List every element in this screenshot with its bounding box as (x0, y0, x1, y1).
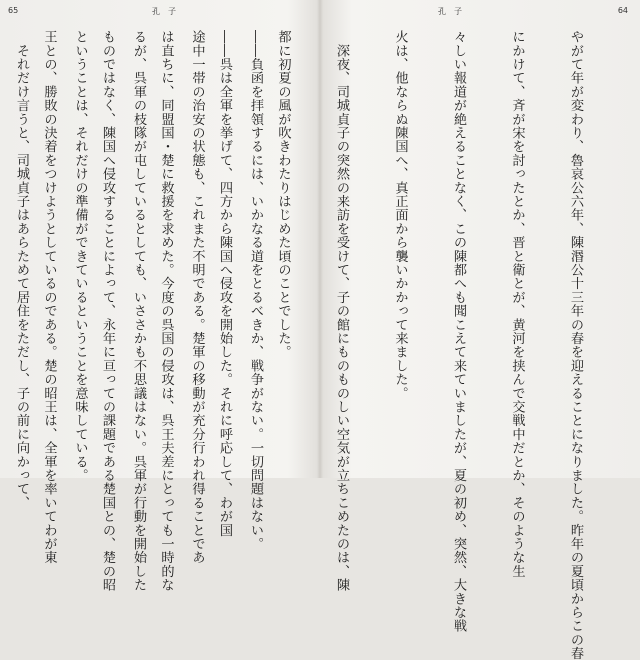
running-title: 孔 子 (152, 7, 176, 16)
page-number: 65 (8, 6, 19, 15)
page-number: 64 (617, 6, 628, 15)
text-line: やがて年が変わり、魯哀公六年、陳湣公十三年の春を迎えることになりました。昨年の夏頃からこの春 (568, 30, 583, 660)
text-line: 途中一帯の治安の状態も、これまた不明である。楚軍の移動が充分行われ得ることであ (189, 30, 205, 565)
running-title: 孔 子 (438, 7, 462, 16)
text-line: 王との、勝敗の決着をつけようとしているのである。楚の昭王は、全軍を率いてわが東 (41, 30, 57, 565)
text-line: ――負函を拝領するには、いかなる道をとるべきか、戦争がない。一切問題はない。 (248, 30, 263, 551)
text-line: 々しい報道が絶えることなく、この陳都へも聞こえて来ていましたが、夏の初め、突然、大きな戦 (451, 30, 466, 633)
text-line: 都に初夏の風が吹きわたりはじめた頃のことでした。 (275, 30, 291, 359)
text-line: ということは、それだけの準備ができているということを意味している。 (72, 30, 88, 483)
text-line: ――呉は全軍を挙げて、四方から陳国へ侵攻を開始した。それに呼応して、わが国 (217, 30, 232, 537)
text-line: 深夜、司城貞子の突然の来訪を受けて、子の館にものものしい空気が立ちこめたのは、陳 (334, 30, 349, 592)
text-line: ものではなく、陳国へ侵攻することによって、永年に亘っての課題である楚国との、楚の昭 (100, 30, 115, 592)
text-line: それだけ言うと、司城貞子はあらためて居住をただし、子の前に向かって、 (14, 30, 29, 510)
text-line: は直ちに、同盟国・楚に救援を求めた。今度の呉国の侵攻は、呉王夫差にとっても一時的な (158, 30, 174, 592)
text-line: にかけて、斉が宋を討ったとか、晋と衛とが、黄河を挟んで交戦中だとか、そのような生 (509, 30, 525, 578)
text-line: 火は、他ならぬ陳国へ、真正面から襲いかかって来ました。 (392, 30, 408, 400)
text-line: るが、呉軍の枝隊が屯しているとしても、いささかも不思議はない。呉軍が行動を開始した (131, 30, 146, 592)
